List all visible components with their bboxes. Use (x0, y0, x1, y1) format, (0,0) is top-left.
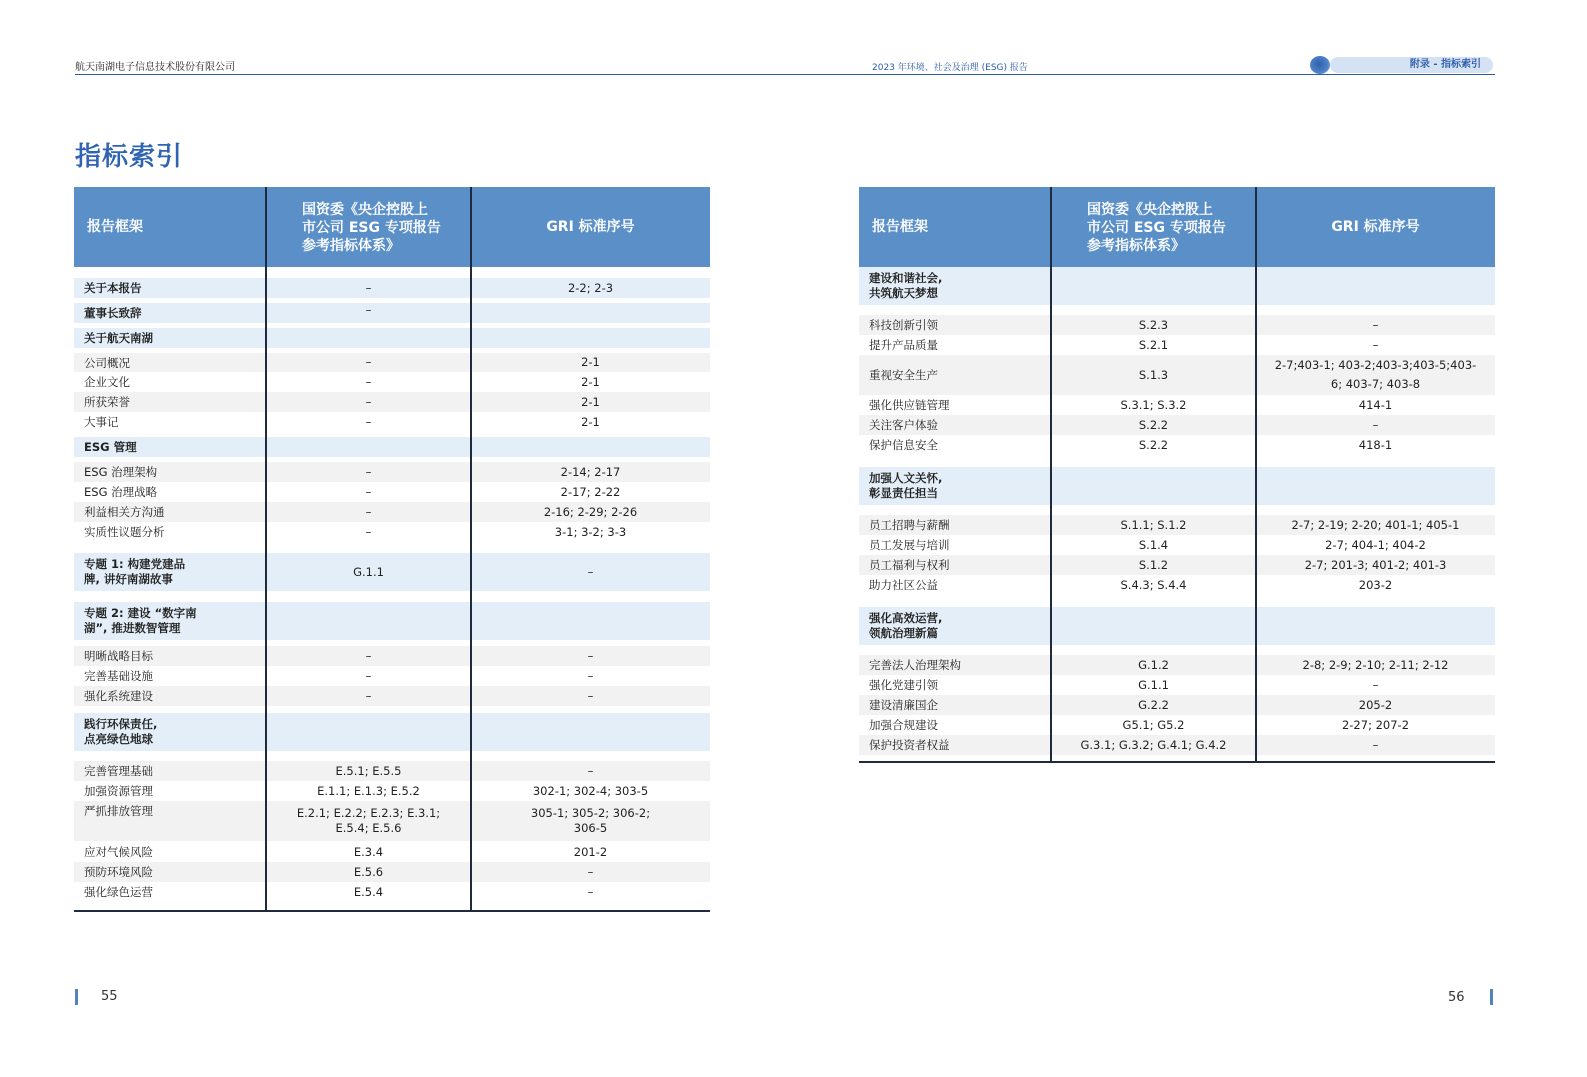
report-title: 2023 年环境、社会及治理 (ESG) 报告 (872, 63, 1028, 73)
table-row: ESG 治理战略 – 2-17; 2-22 (84, 484, 621, 499)
page-number-left: 55 (101, 989, 118, 1004)
table-row: 完善基础设施 – – (84, 668, 594, 683)
table-row: 重视安全生产 S.1.3 2-7;403-1; 403-2;403-3;403-5;403- 6; 403-7; 403-8 (859, 355, 1495, 395)
header-col-framework: 报告框架 (87, 219, 143, 235)
table-bottom-rule (859, 761, 1495, 763)
table-row: 加强人文关怀, 彰显责任担当 (859, 467, 1495, 505)
table-row: 完善法人治理架构 G.1.2 2-8; 2-9; 2-10; 2-11; 2-12 (859, 655, 1495, 675)
column-divider (470, 187, 472, 912)
table-row: 董事长致辞 – (74, 303, 710, 323)
table-row: 建设和谐社会, 共筑航天梦想 (859, 267, 1495, 305)
table-row: 加强资源管理 E.1.1; E.1.3; E.5.2 302-1; 302-4; 303-5 (84, 783, 649, 798)
table-row: 严抓排放管理 E.2.1; E.2.2; E.2.3; E.3.1; E.5.4; E.5.6 305-1; 305-2; 306-2; 306-5 (74, 801, 710, 841)
section-tag: 附录 - 指标索引 (1330, 57, 1493, 73)
table-row: ESG 治理架构 – 2-14; 2-17 (74, 462, 710, 482)
header-col-framework: 报告框架 (872, 219, 928, 235)
page-marker-icon (75, 989, 78, 1005)
table-row: 利益相关方沟通 – 2-16; 2-29; 2-26 (74, 502, 710, 522)
table-row: 践行环保责任, 点亮绿色地球 (74, 713, 710, 751)
table-row: 关于航天南湖 (74, 328, 710, 348)
table-row: 员工发展与培训 S.1.4 2-7; 404-1; 404-2 (869, 537, 1426, 552)
table-row: 完善管理基础 E.5.1; E.5.5 – (74, 761, 710, 781)
table-row: 关于本报告 – 2-2; 2-3 (74, 278, 710, 298)
page-marker-icon (1490, 989, 1493, 1005)
table-row: 明晰战略目标 – – (74, 646, 710, 666)
table-row: 强化系统建设 – – (74, 686, 710, 706)
table-row: 大事记 – 2-1 (84, 414, 600, 429)
column-divider (1255, 187, 1257, 763)
index-table-left (74, 187, 710, 912)
table-row: 加强合规建设 G5.1; G5.2 2-27; 207-2 (869, 717, 1410, 732)
table-row: 科技创新引领 S.2.3 – (859, 315, 1495, 335)
table-row: 企业文化 – 2-1 (84, 374, 600, 389)
table-row: 员工招聘与薪酬 S.1.1; S.1.2 2-7; 2-19; 2-20; 401-1; 405-1 (859, 515, 1495, 535)
table-row: 强化绿色运营 E.5.4 – (84, 884, 594, 899)
company-name: 航天南湖电子信息技术股份有限公司 (75, 62, 235, 73)
page-title: 指标索引 (75, 142, 184, 172)
table-row: 保护信息安全 S.2.2 418-1 (869, 437, 1393, 452)
table-row: 实质性议题分析 – 3-1; 3-2; 3-3 (84, 524, 627, 539)
page-number-right: 56 (1448, 990, 1465, 1005)
table-row: 强化党建引领 G.1.1 – (869, 677, 1379, 692)
table-row: 强化高效运营, 领航治理新篇 (859, 607, 1495, 645)
header-col-gri: GRI 标准序号 (546, 219, 635, 235)
table-row: 预防环境风险 E.5.6 – (74, 862, 710, 882)
header-col-gri: GRI 标准序号 (1331, 219, 1420, 235)
column-divider (1050, 187, 1052, 763)
table-row: ESG 管理 (74, 437, 710, 457)
header-rule (75, 74, 1495, 75)
column-divider (265, 187, 267, 912)
table-row: 关注客户体验 S.2.2 – (859, 415, 1495, 435)
table-header (74, 187, 710, 267)
table-row: 所获荣誉 – 2-1 (74, 392, 710, 412)
table-row: 建设清廉国企 G.2.2 205-2 (859, 695, 1495, 715)
index-table-right (859, 187, 1495, 763)
section-dot-icon (1310, 56, 1330, 74)
table-row: 员工福利与权利 S.1.2 2-7; 201-3; 401-2; 401-3 (859, 555, 1495, 575)
table-row: 专题 1: 构建党建品 牌, 讲好南湖故事 G.1.1 – (74, 553, 710, 591)
header-col-sasac: 国资委《央企控股上 市公司 ESG 专项报告 参考指标体系》 (1087, 202, 1226, 254)
table-row: 专题 2: 建设 “数字南 湖”, 推进数智管理 (74, 602, 710, 640)
table-row: 保护投资者权益 G.3.1; G.3.2; G.4.1; G.4.2 – (859, 735, 1495, 755)
table-row: 公司概况 – 2-1 (74, 353, 710, 372)
table-row: 提升产品质量 S.2.1 – (869, 337, 1379, 352)
table-row: 助力社区公益 S.4.3; S.4.4 203-2 (869, 577, 1393, 592)
table-row: 应对气候风险 E.3.4 201-2 (84, 844, 608, 859)
table-bottom-rule (74, 910, 710, 912)
table-row: 强化供应链管理 S.3.1; S.3.2 414-1 (869, 397, 1393, 412)
table-header (859, 187, 1495, 267)
header-col-sasac: 国资委《央企控股上 市公司 ESG 专项报告 参考指标体系》 (302, 202, 441, 254)
